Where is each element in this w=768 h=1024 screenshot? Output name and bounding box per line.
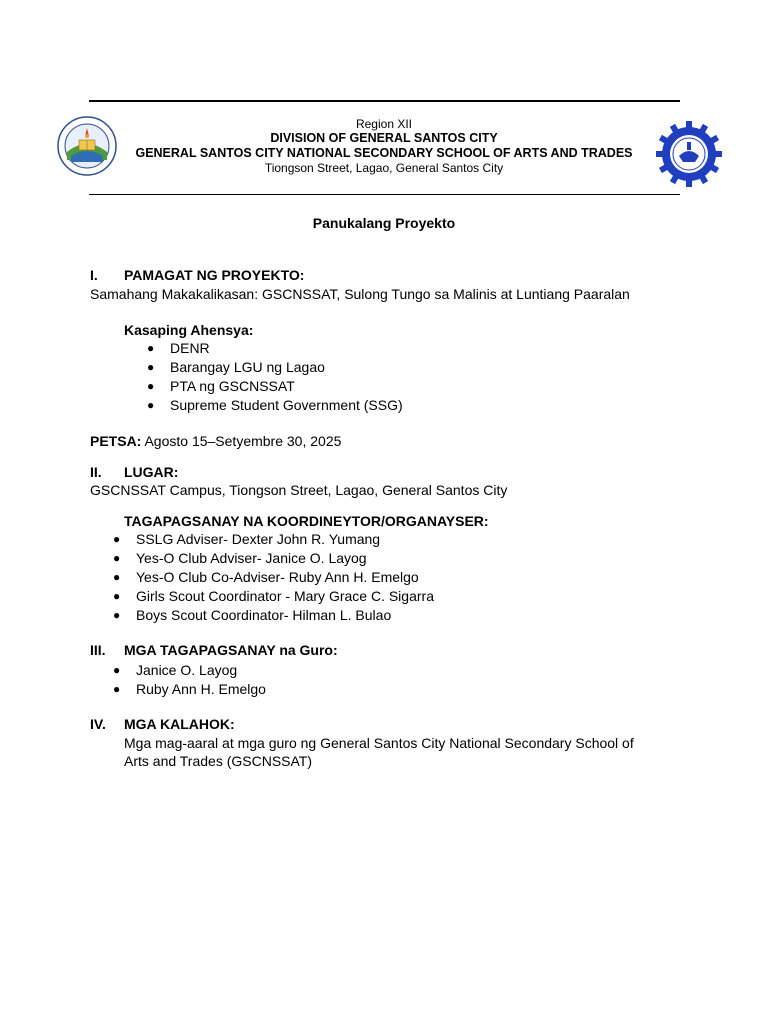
agency-label: Kasaping Ahensya: [124, 322, 254, 338]
list-item: ● DENR [147, 340, 210, 356]
list-item: ● Ruby Ann H. Emelgo [113, 681, 266, 697]
project-title-text: Samahang Makakalikasan: GSCNSSAT, Sulong Tungo sa Malinis at Luntiang Paaralan [90, 286, 630, 302]
list-item: ● Yes-O Club Co-Adviser- Ruby Ann H. Emelgo [113, 569, 419, 585]
section-2-number: II. [90, 464, 102, 480]
participants-line-2: Arts and Trades (GSCNSSAT) [124, 753, 313, 769]
list-item: ● Supreme Student Government (SSG) [147, 397, 403, 413]
list-item: ● Boys Scout Coordinator- Hilman L. Bulao [113, 607, 392, 623]
document-title: Panukalang Proyekto [312, 215, 456, 231]
list-item: ● Barangay LGU ng Lagao [147, 359, 325, 375]
header-address: Tiongson Street, Lagao, General Santos City [264, 161, 504, 175]
division-seal-icon [57, 116, 117, 176]
date-value: Agosto 15–Setyembre 30, 2025 [144, 433, 342, 449]
section-1-label: PAMAGAT NG PROYEKTO: [124, 267, 305, 283]
header-region: Region XII [355, 117, 413, 131]
list-item: ● Janice O. Layog [113, 662, 238, 678]
school-gear-seal-icon [655, 120, 723, 188]
header-division: DIVISION OF GENERAL SANTOS CITY [270, 131, 498, 145]
list-item: ● SSLG Adviser- Dexter John R. Yumang [113, 531, 381, 547]
section-3-label: MGA TAGAPAGSANAY na Guro: [124, 642, 338, 658]
agency-list [147, 339, 403, 415]
coordinator-label: TAGAPAGSANAY NA KOORDINEYTOR/ORGANAYSER: [124, 513, 489, 529]
list-item: ● Girls Scout Coordinator - Mary Grace C. Sigarra [113, 588, 434, 604]
location-text: GSCNSSAT Campus, Tiongson Street, Lagao, General Santos City [90, 482, 508, 498]
list-item: ● Yes-O Club Adviser- Janice O. Layog [113, 550, 367, 566]
header-school-name: GENERAL SANTOS CITY NATIONAL SECONDARY SCHOOL OF ARTS AND TRADES [135, 146, 633, 160]
section-3-number: III. [90, 642, 106, 658]
participants-line-1: Mga mag-aaral at mga guro ng General Santos City National Secondary School of [124, 735, 634, 751]
section-2-label: LUGAR: [124, 464, 179, 480]
section-4-number: IV. [90, 716, 106, 732]
section-1-number: I. [90, 267, 98, 283]
section-4-label: MGA KALAHOK: [124, 716, 235, 732]
bottom-rule [89, 194, 680, 195]
date-line [90, 432, 341, 451]
coordinator-list [113, 530, 434, 625]
trainer-list [113, 661, 266, 699]
top-rule [89, 100, 680, 102]
list-item: ● PTA ng GSCNSSAT [147, 378, 295, 394]
date-label: PETSA: [90, 433, 142, 449]
